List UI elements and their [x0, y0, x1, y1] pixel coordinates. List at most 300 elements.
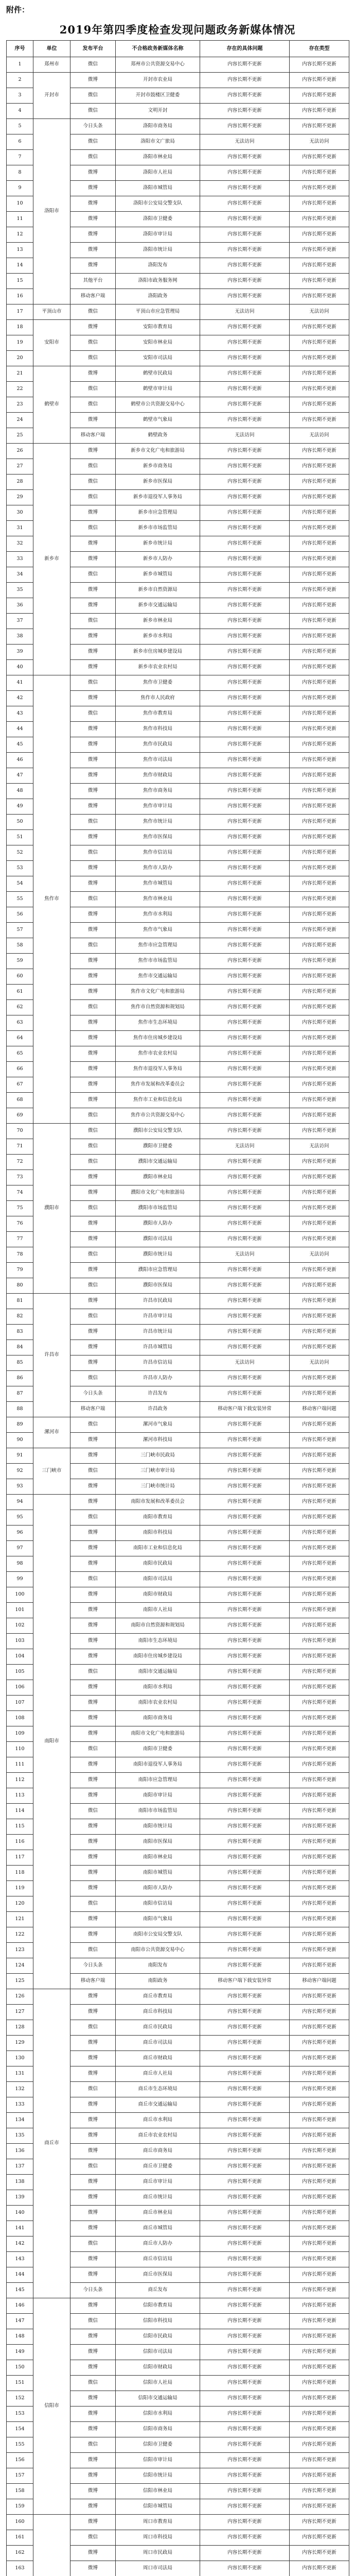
cell-index: 18: [7, 320, 33, 335]
cell-problem: 内容长期不更新: [200, 815, 290, 830]
cell-account-name: 信阳市水利局: [116, 2406, 200, 2422]
cell-type: 内容长期不更新: [290, 2005, 349, 2020]
cell-platform: 微信: [70, 1665, 116, 1680]
cell-problem: 内容长期不更新: [200, 1278, 290, 1294]
cell-index: 108: [7, 1711, 33, 1726]
cell-platform: 微信: [70, 104, 116, 119]
cell-type: 内容长期不更新: [290, 1464, 349, 1479]
cell-type: 内容长期不更新: [290, 1788, 349, 1804]
cell-problem: 内容长期不更新: [200, 351, 290, 366]
cell-platform: 微博: [70, 1587, 116, 1603]
cell-problem: 内容长期不更新: [200, 1711, 290, 1726]
cell-unit: [33, 2515, 70, 2576]
cell-problem: 内容长期不更新: [200, 784, 290, 799]
cell-account-name: 南阳市审计局: [116, 1788, 200, 1804]
cell-platform: 微博: [70, 1031, 116, 1046]
cell-account-name: 信阳市交通运输局: [116, 2391, 200, 2406]
table-row: [7, 366, 349, 382]
cell-problem: 内容长期不更新: [200, 2283, 290, 2298]
cell-index: 162: [7, 2546, 33, 2561]
cell-account-name: 南阳市人社局: [116, 1603, 200, 1618]
cell-type: 内容长期不更新: [290, 1448, 349, 1464]
cell-platform: 微信: [70, 2437, 116, 2453]
table-row: [7, 675, 349, 691]
cell-problem: 内容长期不更新: [200, 2298, 290, 2314]
cell-problem: 内容长期不更新: [200, 768, 290, 784]
cell-type: 内容长期不更新: [290, 815, 349, 830]
cell-account-name: 焦作市人防办: [116, 861, 200, 876]
cell-index: 143: [7, 2252, 33, 2267]
cell-problem: 内容长期不更新: [200, 2468, 290, 2484]
cell-type: 内容长期不更新: [290, 1742, 349, 1757]
cell-index: 83: [7, 1325, 33, 1340]
cell-account-name: 开封市鼓楼区卫健委: [116, 88, 200, 104]
cell-account-name: 新乡市住房城乡建设局: [116, 645, 200, 660]
cell-index: 132: [7, 2082, 33, 2097]
cell-platform: 微博: [70, 1912, 116, 1927]
cell-problem: 内容长期不更新: [200, 1896, 290, 1912]
cell-account-name: 焦作市公共资源交易中心: [116, 1108, 200, 1124]
cell-index: 74: [7, 1185, 33, 1201]
cell-account-name: 焦作市自然资源和规划局: [116, 1000, 200, 1015]
cell-problem: 无法访问: [200, 1247, 290, 1263]
cell-account-name: 新乡市医保局: [116, 474, 200, 490]
cell-platform: 微博: [70, 1819, 116, 1835]
cell-platform: 微信: [70, 706, 116, 722]
cell-platform: 微博: [70, 258, 116, 274]
cell-index: 82: [7, 1309, 33, 1325]
cell-type: 内容长期不更新: [290, 2484, 349, 2499]
document-title: 2019年第四季度检查发现问题政务新媒体情况: [59, 23, 296, 36]
cell-account-name: 南阳市统计局: [116, 1819, 200, 1835]
cell-index: 109: [7, 1726, 33, 1742]
cell-unit: 濮阳市: [33, 1124, 70, 1294]
cell-type: 内容长期不更新: [290, 629, 349, 645]
cell-account-name: 新乡市商务局: [116, 459, 200, 474]
cell-account-name: 南阳市林业局: [116, 1850, 200, 1866]
cell-problem: 内容长期不更新: [200, 289, 290, 304]
cell-index: 89: [7, 1417, 33, 1433]
cell-type: 内容长期不更新: [290, 645, 349, 660]
cell-platform: 微信: [70, 1309, 116, 1325]
cell-unit: 三门峡市: [33, 1448, 70, 1495]
cell-type: 内容长期不更新: [290, 706, 349, 722]
cell-type: 内容长期不更新: [290, 1077, 349, 1093]
cell-problem: 内容长期不更新: [200, 876, 290, 892]
cell-platform: 微博: [70, 1757, 116, 1773]
cell-problem: 内容长期不更新: [200, 1325, 290, 1340]
cell-index: 161: [7, 2530, 33, 2546]
cell-type: 内容长期不更新: [290, 1819, 349, 1835]
cell-type: 内容长期不更新: [290, 1495, 349, 1510]
cell-unit: 鹤壁市: [33, 366, 70, 444]
cell-index: 34: [7, 567, 33, 583]
cell-unit: 新乡市: [33, 444, 70, 675]
cell-index: 52: [7, 845, 33, 861]
cell-type: 内容长期不更新: [290, 1309, 349, 1325]
cell-account-name: 鹤壁市民政局: [116, 366, 200, 382]
cell-account-name: 焦作市住房城乡建设局: [116, 1031, 200, 1046]
cell-account-name: 新乡市林业局: [116, 614, 200, 629]
cell-account-name: 许昌政务: [116, 1402, 200, 1417]
cell-account-name: 南阳市财政局: [116, 1587, 200, 1603]
cell-problem: 内容长期不更新: [200, 2546, 290, 2561]
cell-problem: 内容长期不更新: [200, 2329, 290, 2345]
cell-index: 51: [7, 830, 33, 845]
cell-type: 内容长期不更新: [290, 1634, 349, 1649]
cell-platform: 微博: [70, 1927, 116, 1943]
cell-platform: 微博: [70, 2252, 116, 2267]
cell-type: 内容长期不更新: [290, 1386, 349, 1402]
cell-index: 131: [7, 2066, 33, 2082]
cell-index: 62: [7, 1000, 33, 1015]
cell-type: 内容长期不更新: [290, 1170, 349, 1185]
cell-platform: 微博: [70, 583, 116, 598]
cell-index: 151: [7, 2376, 33, 2391]
cell-account-name: 南阳发布: [116, 1958, 200, 1974]
cell-account-name: 焦作市科技局: [116, 722, 200, 737]
cell-account-name: 新乡市文化广电和旅游局: [116, 444, 200, 459]
cell-problem: 内容长期不更新: [200, 2190, 290, 2206]
cell-account-name: 南阳市住房城乡建设局: [116, 1649, 200, 1665]
cell-index: 22: [7, 382, 33, 397]
cell-type: 内容长期不更新: [290, 1124, 349, 1139]
cell-platform: 微信: [70, 2236, 116, 2252]
cell-platform: 微博: [70, 969, 116, 985]
cell-index: 104: [7, 1649, 33, 1665]
cell-account-name: 焦作市卫健委: [116, 675, 200, 691]
cell-platform: 微博: [70, 2221, 116, 2236]
cell-index: 101: [7, 1603, 33, 1618]
cell-index: 40: [7, 660, 33, 675]
cell-index: 23: [7, 397, 33, 413]
cell-platform: 微博: [70, 1062, 116, 1077]
cell-type: 内容长期不更新: [290, 413, 349, 428]
cell-index: 135: [7, 2128, 33, 2144]
cell-index: 48: [7, 784, 33, 799]
cell-platform: 微信: [70, 474, 116, 490]
cell-type: 内容长期不更新: [290, 1572, 349, 1587]
cell-platform: 微信: [70, 1000, 116, 1015]
cell-problem: 内容长期不更新: [200, 2082, 290, 2097]
cell-account-name: 信阳市统计局: [116, 2468, 200, 2484]
cell-unit: 焦作市: [33, 675, 70, 1124]
table-row: [7, 1124, 349, 1139]
cell-account-name: 焦作市退役军人事务局: [116, 1062, 200, 1077]
cell-index: 14: [7, 258, 33, 274]
cell-platform: 微博: [70, 2097, 116, 2113]
cell-type: 内容长期不更新: [290, 1773, 349, 1788]
cell-platform: 微信: [70, 1510, 116, 1526]
cell-account-name: 南阳市商务局: [116, 1711, 200, 1726]
cell-problem: 内容长期不更新: [200, 2144, 290, 2159]
cell-type: 无法访问: [290, 134, 349, 150]
cell-problem: 无法访问: [200, 1355, 290, 1371]
cell-platform: 微博: [70, 1185, 116, 1201]
cell-type: 内容长期不更新: [290, 1371, 349, 1386]
cell-type: 内容长期不更新: [290, 2406, 349, 2422]
cell-index: 153: [7, 2406, 33, 2422]
cell-type: 无法访问: [290, 1355, 349, 1371]
cell-platform: 微博: [70, 1479, 116, 1495]
cell-problem: 内容长期不更新: [200, 2113, 290, 2128]
cell-platform: 微博: [70, 552, 116, 567]
cell-problem: 内容长期不更新: [200, 892, 290, 907]
cell-index: 66: [7, 1062, 33, 1077]
cell-type: 内容长期不更新: [290, 1881, 349, 1896]
cell-index: 7: [7, 150, 33, 165]
cell-type: 内容长期不更新: [290, 2329, 349, 2345]
cell-type: 内容长期不更新: [290, 505, 349, 521]
cell-index: 70: [7, 1124, 33, 1139]
cell-account-name: 南阳市信访局: [116, 1896, 200, 1912]
cell-platform: 微博: [70, 598, 116, 614]
cell-type: 内容长期不更新: [290, 2437, 349, 2453]
cell-account-name: 新乡市退役军人事务局: [116, 490, 200, 505]
cell-platform: 微信: [70, 88, 116, 104]
cell-index: 158: [7, 2484, 33, 2499]
cell-account-name: 商丘市商务局: [116, 2144, 200, 2159]
cell-problem: 内容长期不更新: [200, 2376, 290, 2391]
cell-problem: 内容长期不更新: [200, 1062, 290, 1077]
table-row: [7, 119, 349, 134]
cell-problem: 内容长期不更新: [200, 1232, 290, 1247]
cell-type: 内容长期不更新: [290, 1757, 349, 1773]
cell-index: 68: [7, 1093, 33, 1108]
cell-account-name: 信阳市卫健委: [116, 2437, 200, 2453]
cell-type: 内容长期不更新: [290, 104, 349, 119]
cell-platform: 微博: [70, 2561, 116, 2576]
cell-type: 内容长期不更新: [290, 1680, 349, 1696]
cell-platform: 微博: [70, 2360, 116, 2376]
cell-account-name: 南阳市气象局: [116, 1912, 200, 1927]
cell-problem: 内容长期不更新: [200, 505, 290, 521]
cell-problem: 内容长期不更新: [200, 444, 290, 459]
cell-account-name: 安阳市教育局: [116, 320, 200, 335]
cell-problem: 内容长期不更新: [200, 598, 290, 614]
cell-platform: 微博: [70, 1881, 116, 1896]
cell-problem: 内容长期不更新: [200, 1526, 290, 1541]
cell-account-name: 洛阳市卫健委: [116, 212, 200, 227]
cell-index: 25: [7, 428, 33, 444]
cell-platform: 微博: [70, 2175, 116, 2190]
cell-type: 内容长期不更新: [290, 119, 349, 134]
cell-type: 内容长期不更新: [290, 784, 349, 799]
cell-account-name: 许昌市审计局: [116, 1309, 200, 1325]
cell-problem: 内容长期不更新: [200, 490, 290, 505]
table-body: [7, 57, 349, 2576]
cell-platform: 微博: [70, 2468, 116, 2484]
cell-index: 142: [7, 2236, 33, 2252]
cell-type: 内容长期不更新: [290, 2221, 349, 2236]
cell-account-name: 安阳市林业局: [116, 335, 200, 351]
cell-platform: 微信: [70, 134, 116, 150]
cell-platform: 微博: [70, 2190, 116, 2206]
cell-index: 159: [7, 2499, 33, 2515]
cell-platform: 微博: [70, 2036, 116, 2051]
cell-index: 79: [7, 1263, 33, 1278]
cell-index: 114: [7, 1804, 33, 1819]
cell-account-name: 新乡市人防办: [116, 552, 200, 567]
cell-account-name: 南阳市发展和改革委员会: [116, 1495, 200, 1510]
table-row: [7, 1495, 349, 1510]
cell-index: 122: [7, 1927, 33, 1943]
cell-unit: 南阳市: [33, 1495, 70, 1989]
cell-account-name: 南阳市人防办: [116, 1881, 200, 1896]
cell-problem: 内容长期不更新: [200, 459, 290, 474]
cell-platform: 微博: [70, 660, 116, 675]
cell-index: 96: [7, 1526, 33, 1541]
cell-platform: 微信: [70, 1278, 116, 1294]
cell-account-name: 三门峡市统计局: [116, 1479, 200, 1495]
cell-type: 内容长期不更新: [290, 335, 349, 351]
cell-unit: 郑州市: [33, 57, 70, 73]
cell-type: 移动客户端问题: [290, 1402, 349, 1417]
cell-problem: 内容长期不更新: [200, 165, 290, 181]
cell-problem: 内容长期不更新: [200, 2406, 290, 2422]
cell-account-name: 南阳市公共资源交易中心: [116, 1943, 200, 1958]
cell-index: 130: [7, 2051, 33, 2066]
cell-type: 内容长期不更新: [290, 1618, 349, 1634]
cell-platform: 微博: [70, 1541, 116, 1556]
cell-problem: 内容长期不更新: [200, 2005, 290, 2020]
cell-platform: 微博: [70, 2267, 116, 2283]
cell-account-name: 南阳政务: [116, 1974, 200, 1989]
cell-platform: 微信: [70, 2314, 116, 2329]
cell-platform: 微博: [70, 1294, 116, 1309]
cell-index: 123: [7, 1943, 33, 1958]
cell-platform: 微博: [70, 2515, 116, 2530]
cell-account-name: 濮阳市交通运输局: [116, 1155, 200, 1170]
cell-type: 内容长期不更新: [290, 2546, 349, 2561]
cell-index: 110: [7, 1742, 33, 1757]
cell-type: 内容长期不更新: [290, 2051, 349, 2066]
cell-index: 149: [7, 2345, 33, 2360]
cell-type: 内容长期不更新: [290, 2468, 349, 2484]
cell-type: 内容长期不更新: [290, 1989, 349, 2005]
cell-account-name: 濮阳市人防办: [116, 1216, 200, 1232]
cell-account-name: 焦作市文化广电和旅游局: [116, 985, 200, 1000]
cell-index: 20: [7, 351, 33, 366]
cell-account-name: 濮阳市文化广电和旅游局: [116, 1185, 200, 1201]
cell-unit: 许昌市: [33, 1294, 70, 1417]
cell-type: 内容长期不更新: [290, 459, 349, 474]
cell-index: 73: [7, 1170, 33, 1185]
cell-index: 157: [7, 2468, 33, 2484]
cell-type: 内容长期不更新: [290, 2144, 349, 2159]
cell-problem: 内容长期不更新: [200, 1386, 290, 1402]
cell-index: 58: [7, 938, 33, 954]
cell-type: 移动客户端问题: [290, 1974, 349, 1989]
cell-platform: 微博: [70, 1634, 116, 1649]
cell-account-name: 新乡市交通运输局: [116, 598, 200, 614]
cell-account-name: 信阳市商务局: [116, 2422, 200, 2437]
cell-platform: 微博: [70, 1448, 116, 1464]
cell-problem: 内容长期不更新: [200, 2345, 290, 2360]
cell-index: 126: [7, 1989, 33, 2005]
cell-index: 46: [7, 753, 33, 768]
cell-problem: 内容长期不更新: [200, 583, 290, 598]
cell-platform: 微博: [70, 861, 116, 876]
cell-account-name: 洛阳市林业局: [116, 150, 200, 165]
cell-type: 内容长期不更新: [290, 2036, 349, 2051]
cell-problem: 无法访问: [200, 134, 290, 150]
cell-problem: 内容长期不更新: [200, 2453, 290, 2468]
cell-problem: 内容长期不更新: [200, 907, 290, 923]
cell-problem: 内容长期不更新: [200, 536, 290, 552]
cell-account-name: 南阳市医保局: [116, 1835, 200, 1850]
cell-type: 内容长期不更新: [290, 2499, 349, 2515]
cell-platform: 微博: [70, 722, 116, 737]
cell-platform: 微博: [70, 645, 116, 660]
cell-index: 9: [7, 181, 33, 196]
cell-type: 内容长期不更新: [290, 227, 349, 243]
cell-account-name: 商丘市交通运输局: [116, 2097, 200, 2113]
cell-problem: 内容长期不更新: [200, 1294, 290, 1309]
cell-problem: 内容长期不更新: [200, 1943, 290, 1958]
cell-account-name: 濮阳市卫健委: [116, 1139, 200, 1155]
cell-type: 内容长期不更新: [290, 1866, 349, 1881]
cell-type: 内容长期不更新: [290, 737, 349, 753]
cell-account-name: 焦作市司法局: [116, 753, 200, 768]
cell-problem: 内容长期不更新: [200, 923, 290, 938]
cell-platform: 移动客户端: [70, 1974, 116, 1989]
cell-type: 内容长期不更新: [290, 2128, 349, 2144]
cell-problem: 内容长期不更新: [200, 954, 290, 969]
cell-account-name: 南阳市市场监管局: [116, 1804, 200, 1819]
cell-platform: 微信: [70, 2020, 116, 2036]
cell-platform: 微信: [70, 614, 116, 629]
cell-problem: 内容长期不更新: [200, 1912, 290, 1927]
cell-account-name: 濮阳市统计局: [116, 1247, 200, 1263]
cell-problem: 内容长期不更新: [200, 1649, 290, 1665]
cell-problem: 内容长期不更新: [200, 675, 290, 691]
cell-platform: 微博: [70, 1696, 116, 1711]
cell-index: 64: [7, 1031, 33, 1046]
cell-account-name: 郑州市公共资源交易中心: [116, 57, 200, 73]
cell-account-name: 新乡市水利局: [116, 629, 200, 645]
cell-index: 35: [7, 583, 33, 598]
cell-problem: 内容长期不更新: [200, 181, 290, 196]
cell-platform: 微博: [70, 444, 116, 459]
cell-type: 内容长期不更新: [290, 212, 349, 227]
cell-type: 内容长期不更新: [290, 923, 349, 938]
cell-type: 内容长期不更新: [290, 1541, 349, 1556]
cell-problem: 无法访问: [200, 1139, 290, 1155]
cell-platform: 微博: [70, 1433, 116, 1448]
cell-type: 内容长期不更新: [290, 2360, 349, 2376]
cell-platform: 微博: [70, 830, 116, 845]
cell-type: 内容长期不更新: [290, 614, 349, 629]
cell-platform: 微博: [70, 876, 116, 892]
cell-account-name: 新乡市应急管理局: [116, 505, 200, 521]
cell-problem: 内容长期不更新: [200, 73, 290, 88]
cell-account-name: 洛阳市商务局: [116, 119, 200, 134]
cell-unit: 漯河市: [33, 1417, 70, 1448]
cell-type: 内容长期不更新: [290, 1649, 349, 1665]
cell-type: 内容长期不更新: [290, 2252, 349, 2267]
cell-platform: 微博: [70, 1850, 116, 1866]
cell-problem: 内容长期不更新: [200, 1866, 290, 1881]
cell-type: 内容长期不更新: [290, 1093, 349, 1108]
cell-problem: 内容长期不更新: [200, 1989, 290, 2005]
cell-index: 69: [7, 1108, 33, 1124]
cell-platform: 微博: [70, 1355, 116, 1371]
cell-index: 44: [7, 722, 33, 737]
cell-problem: 内容长期不更新: [200, 1046, 290, 1062]
cell-platform: 微博: [70, 2546, 116, 2561]
cell-platform: 微博: [70, 753, 116, 768]
